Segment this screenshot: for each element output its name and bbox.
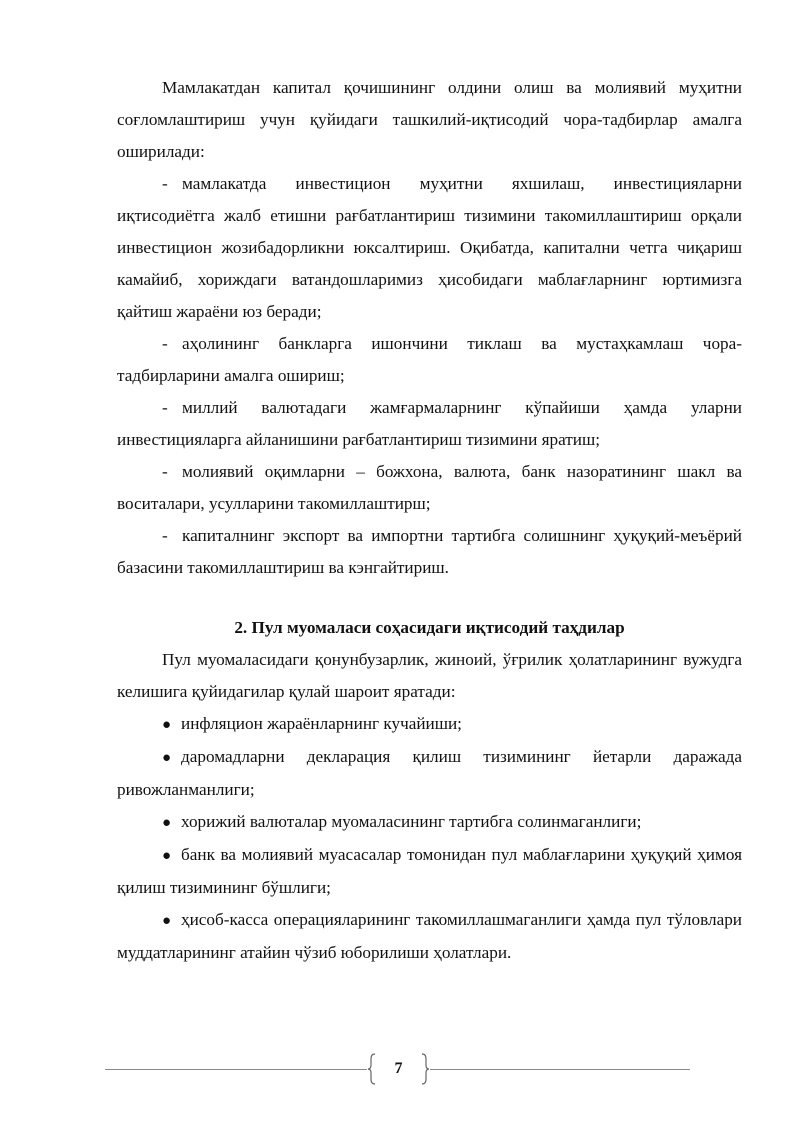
measure-text: молиявий оқимларни – божхона, валюта, банк назоратининг шакл ва воситалари, усулларини такомиллаштирш; — [117, 462, 742, 513]
list-item — [117, 520, 742, 584]
bullet-icon: ● — [162, 750, 172, 766]
measure-text: капиталнинг экспорт ва импортни тартибга солишнинг ҳуқуқий-меъёрий базасини такомиллаштириш ва кэнгайтириш. — [117, 526, 742, 577]
page-body — [117, 72, 742, 969]
bullet-icon: ● — [162, 717, 172, 733]
list-item — [117, 806, 742, 839]
measure-text: миллий валютадаги жамғармаларнинг кўпайиши ҳамда уларни инвестицияларга айланишини рағбатлантириш тизимини яратиш; — [117, 398, 742, 449]
section-heading: 2. Пул муомаласи соҳасидаги иқтисодий таҳдилар — [234, 618, 625, 637]
list-item — [117, 392, 742, 456]
bullet-icon: ● — [162, 913, 172, 929]
dash-marker: - — [162, 174, 168, 193]
dash-marker: - — [162, 526, 168, 545]
measure-text: мамлакатда инвестицион муҳитни яхшилаш, инвестицияларни иқтисодиётга жалб етишни рағбатлантириш тизимини такомиллаштириш орқали инвестицион жозибадорликни юксалтириш. Оқибатда, капитални четга чиқариш камайиб, хориждаги ватандошларимиз ҳисобидаги маблағларнинг юртимизга қайтиш жараёни юз беради; — [117, 174, 742, 321]
condition-text: банк ва молиявий муасасалар томонидан пул маблағларини ҳуқуқий ҳимоя қилиш тизимининг бўшлиги; — [117, 845, 742, 897]
dash-marker: - — [162, 398, 168, 417]
measure-text: аҳолининг банкларга ишончини тиклаш ва мустаҳкамлаш чора-тадбирларини амалга ошириш; — [117, 334, 742, 385]
bullet-icon: ● — [162, 815, 172, 831]
condition-text: хорижий валюталар муомаласининг тартибга солинмаганлиги; — [181, 812, 642, 831]
condition-text: инфляцион жараёнларнинг кучайиши; — [181, 714, 462, 733]
measures-list — [117, 168, 742, 584]
right-brace-icon — [420, 1053, 430, 1085]
list-item — [117, 904, 742, 969]
page-number: 7 — [394, 1060, 403, 1077]
condition-text: даромадларни декларация қилиш тизимининг йетарли даражада ривожланманлиги; — [117, 747, 742, 799]
footer-rule-left — [105, 1069, 367, 1070]
intro-paragraph: Мамлакатдан капитал қочишининг олдини олиш ва молиявий муҳитни соғломлаштириш учун қуйидаги ташкилий-иқтисодий чора-тадбирлар амалга оширилади: — [117, 78, 742, 161]
list-item — [117, 741, 742, 806]
list-item — [117, 708, 742, 741]
footer-rule-right — [430, 1069, 690, 1070]
section-intro-paragraph: Пул муомаласидаги қонунбузарлик, жиноий, ўғрилик ҳолатларининг вужудга келишига қуйидагилар қулай шароит яратади: — [117, 650, 742, 701]
left-brace-icon — [367, 1053, 377, 1085]
bullet-icon: ● — [162, 848, 172, 864]
dash-marker: - — [162, 462, 168, 481]
list-item — [117, 456, 742, 520]
page-footer — [105, 1053, 690, 1087]
conditions-list — [117, 708, 742, 969]
condition-text: ҳисоб-касса операцияларининг такомиллашмаганлиги ҳамда пул тўловлари муддатларининг атайин чўзиб юборилиши ҳолатлари. — [117, 910, 742, 962]
list-item — [117, 839, 742, 904]
list-item — [117, 168, 742, 328]
dash-marker: - — [162, 334, 168, 353]
list-item — [117, 328, 742, 392]
